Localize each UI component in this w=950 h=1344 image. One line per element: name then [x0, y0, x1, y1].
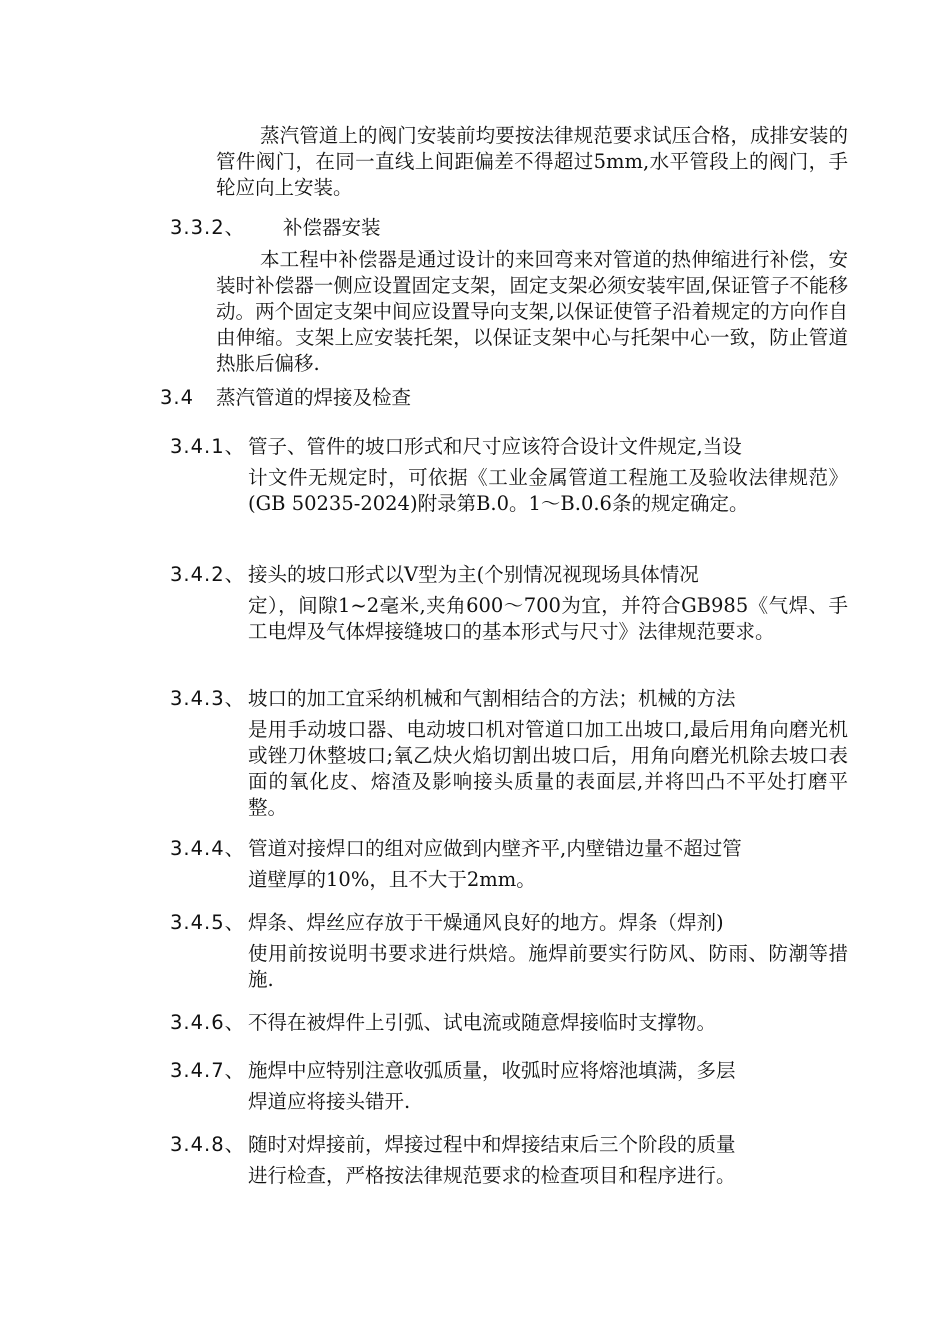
intro-paragraph: 蒸汽管道上的阀门安装前均要按法律规范要求试压合格，成排安装的管件阀门，在同一直线上间距偏差不得超过5mm,水平管段上的阀门，手轮应向上安装。 — [216, 124, 848, 199]
item-text: 管子、管件的坡口形式和尺寸应该符合设计文件规定,当设 计文件无规定时，可依据《工业金属管道工程施工及验收法律规范》(GB 50235-2024)附录第B.0。1～B.0.6条的规定确定。 — [248, 435, 848, 515]
item-number: 3.4.8、 — [170, 1133, 246, 1156]
item-number: 3.4.6、 — [170, 1011, 246, 1034]
section-3-4-number: 3.4 — [160, 386, 195, 409]
item-number: 3.4.1、 — [170, 435, 246, 458]
item-text: 焊条、焊丝应存放于干燥通风良好的地方。焊条（焊剂) 使用前按说明书要求进行烘焙。施焊前要实行防风、防雨、防潮等措施. — [248, 911, 848, 991]
item-number: 3.4.4、 — [170, 837, 246, 860]
item-text: 随时对焊接前，焊接过程中和焊接结束后三个阶段的质量 进行检查，严格按法律规范要求的检查项目和程序进行。 — [248, 1133, 736, 1187]
item-number: 3.4.3、 — [170, 687, 246, 710]
section-3-3-2-number: 3.3.2、 — [170, 216, 246, 239]
item-text: 管道对接焊口的组对应做到内壁齐平,内壁错边量不超过管 道壁厚的10%，且不大于2mm。 — [248, 837, 742, 891]
section-3-3-2-body: 本工程中补偿器是通过设计的来回弯来对管道的热伸缩进行补偿，安装时补偿器一侧应设置固定支架，固定支架必须安装牢固,保证管子不能移动。两个固定支架中间应设置导向支架,以保证使管子沿着规定的方向作自由伸缩。支架上应安装托架，以保证支架中心与托架中心一致，防止管道热胀后偏移. — [216, 248, 848, 375]
section-3-4-title: 蒸汽管道的焊接及检查 — [216, 386, 412, 409]
item-number: 3.4.7、 — [170, 1059, 246, 1082]
item-number: 3.4.2、 — [170, 563, 246, 586]
section-3-3-2-title: 补偿器安装 — [283, 216, 381, 239]
item-number: 3.4.5、 — [170, 911, 246, 934]
item-text: 施焊中应特别注意收弧质量，收弧时应将熔池填满，多层 焊道应将接头错开. — [248, 1059, 736, 1113]
item-text: 坡口的加工宜采纳机械和气割相结合的方法；机械的方法 是用手动坡口器、电动坡口机对管道口加工出坡口,最后用角向磨光机或锉刀休整坡口;氧乙炔火焰切割出坡口后，用角向磨光机除去坡口表面的氧化皮、熔渣及影响接头质量的表面层,并将凹凸不平处打磨平整。 — [248, 687, 848, 819]
item-text: 不得在被焊件上引弧、试电流或随意焊接临时支撑物。 — [248, 1011, 717, 1034]
item-text: 接头的坡口形式以V型为主(个别情况视现场具体情况 定），间隙1~2毫米,夹角600～700为宜，并符合GB985《气焊、手工电焊及气体焊接缝坡口的基本形式与尺寸》法律规范要求。 — [248, 563, 848, 643]
